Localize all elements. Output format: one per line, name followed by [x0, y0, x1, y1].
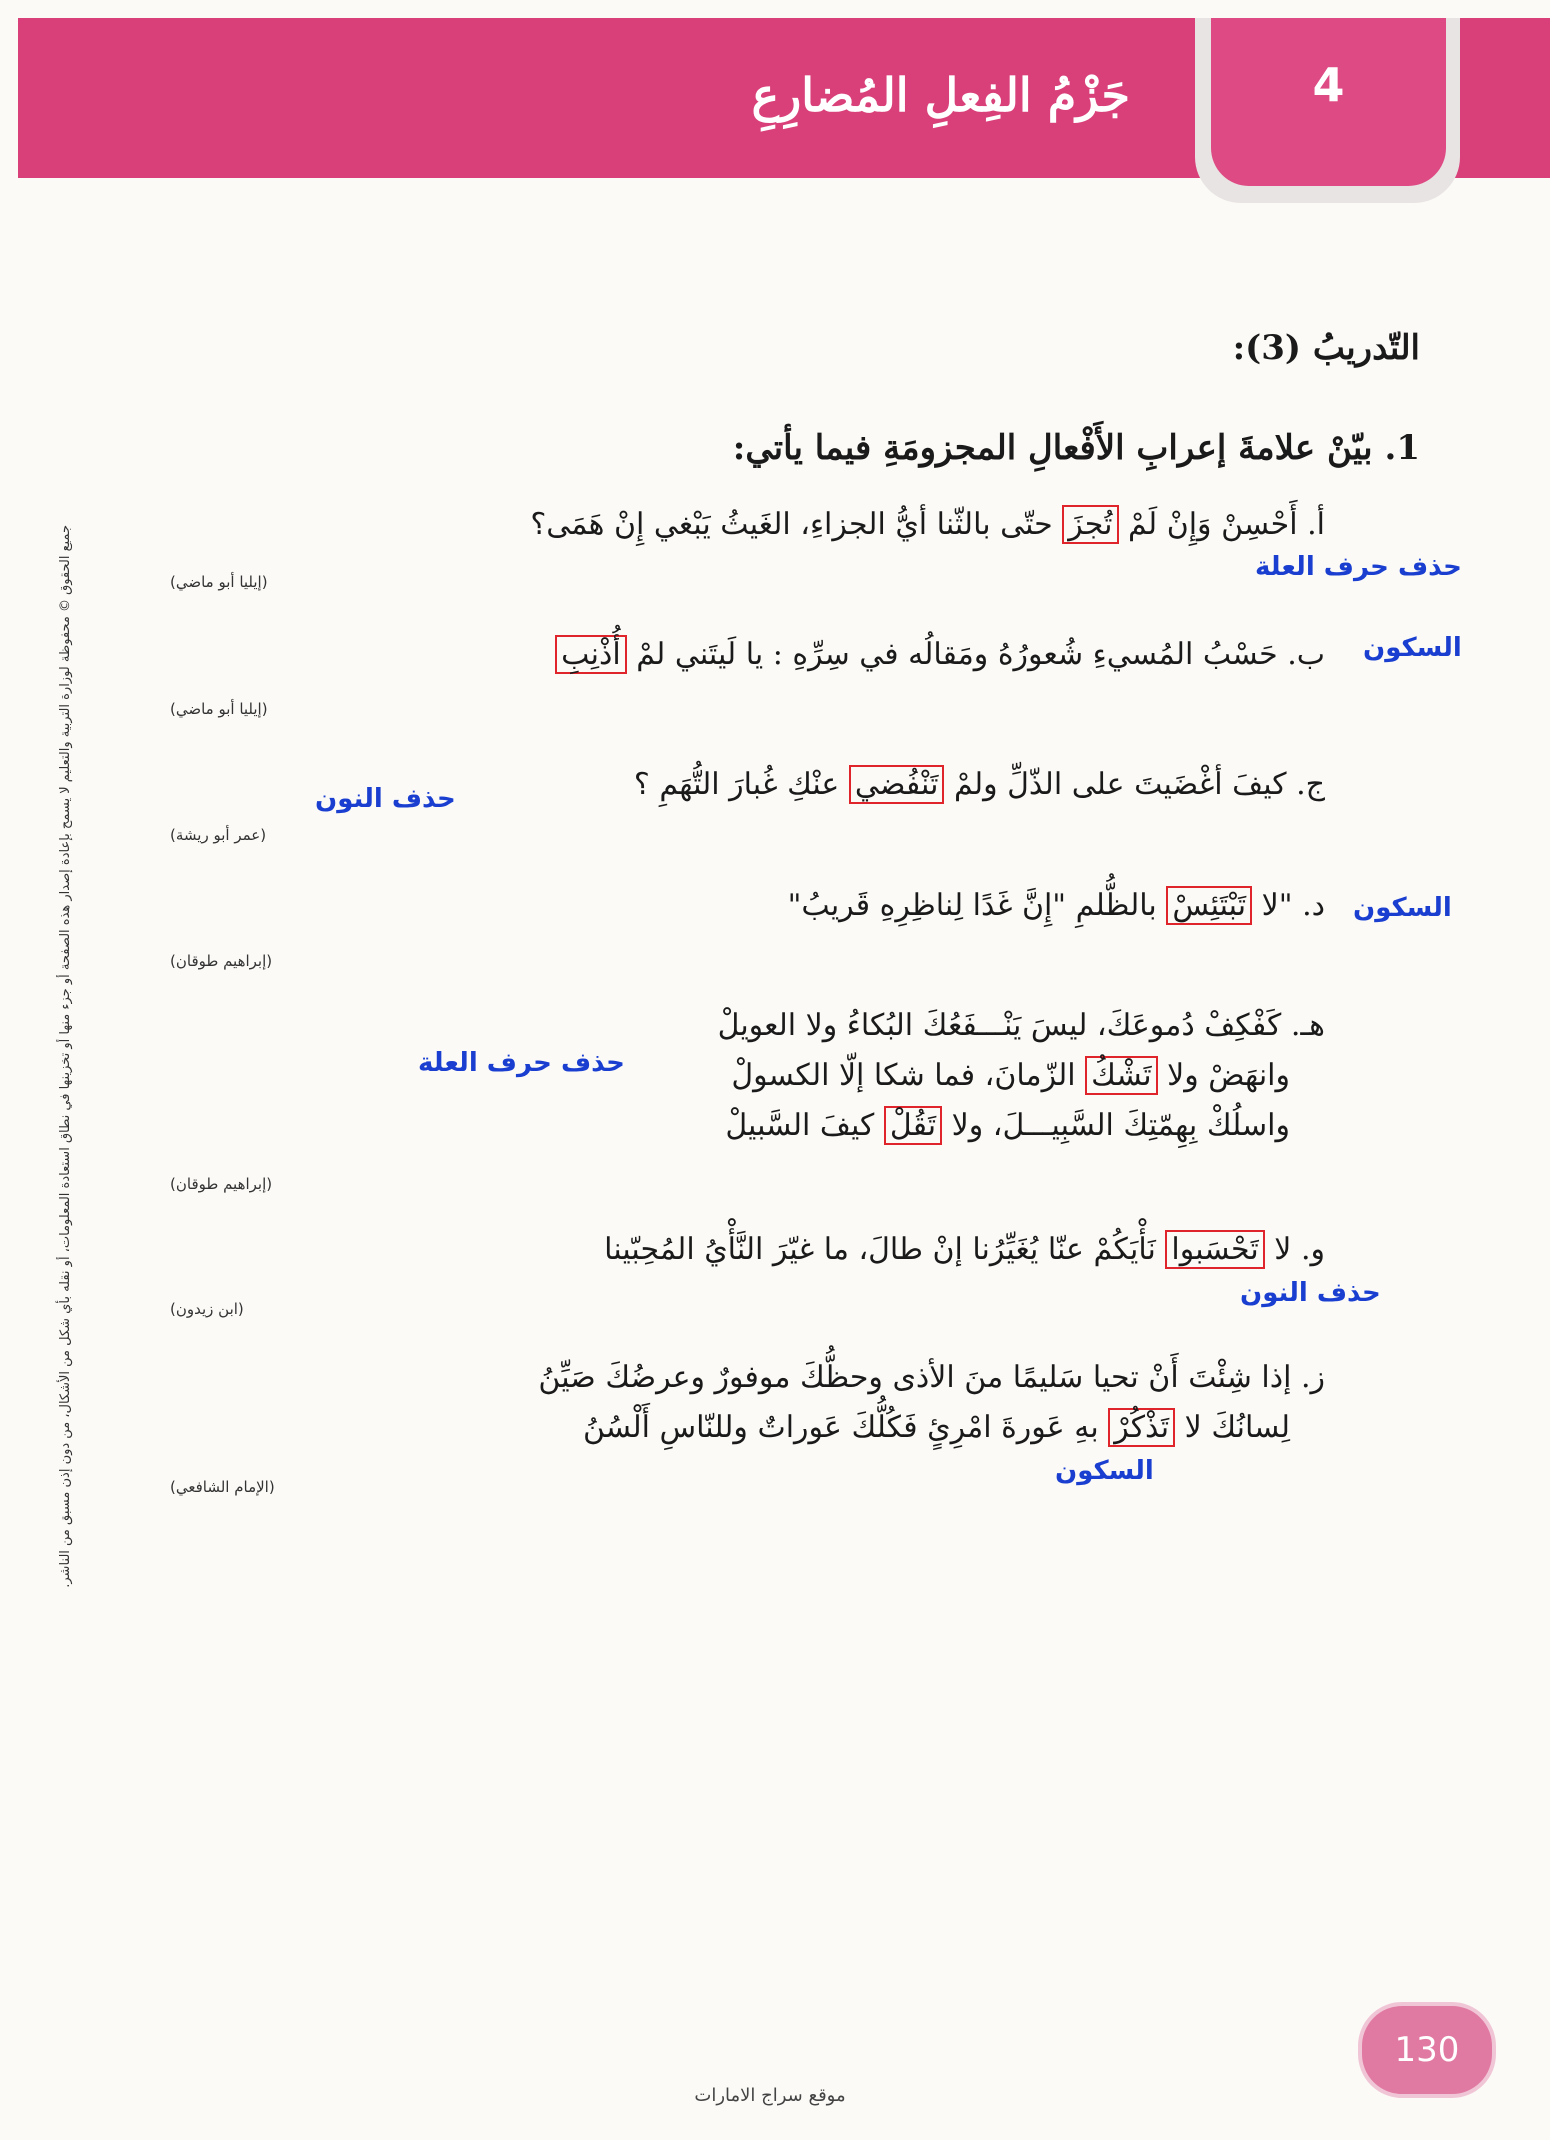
- annotation-item-e: حذف حرف العلة: [418, 1048, 625, 1078]
- verse-item-g-line2: لِسانُكَ لا تَذْكُرْ بهِ عَورةَ امْرِئٍ فَكُلُّكَ عَوراتٌ وللنّاسِ أَلْسُنُ: [582, 1410, 1290, 1445]
- poet-item-b: (إيليا أبو ماضي): [170, 700, 268, 718]
- poet-item-f: (ابن زيدون): [170, 1300, 244, 1318]
- verse-item-a: أ. أَحْسِنْ وَإِنْ لَمْ تُجزَ حتّى بالثّنا أيُّ الجزاءِ، الغَيثُ يَبْغي إِنْ هَمَى؟: [530, 507, 1325, 542]
- item-marker: ب.: [1287, 637, 1325, 672]
- annotation-item-b: السكون: [1363, 633, 1462, 663]
- jussive-verb-box: تَبْتَئِسْ: [1166, 886, 1252, 925]
- poet-item-e: (إبراهيم طوقان): [170, 1175, 273, 1193]
- annotation-item-c: حذف النون: [315, 784, 456, 814]
- verse-item-c: ج. كيفَ أغْضَيتَ على الذّلِّ ولمْ تَنْفُضي عنْكِ غُبارَ التُّهَمِ ؟: [633, 767, 1325, 802]
- annotation-item-a: حذف حرف العلة: [1255, 552, 1462, 582]
- jussive-verb-box: تَشْكُ: [1085, 1056, 1157, 1095]
- poet-item-c: (عمر أبو ريشة): [170, 826, 267, 844]
- item-marker: د.: [1302, 888, 1325, 923]
- lesson-number: 4: [1312, 58, 1345, 112]
- jussive-verb-box: تَذْكُرْ: [1108, 1408, 1175, 1447]
- verse-item-b: ب. حَسْبُ المُسيءِ شُعورُهُ ومَقالُه في سِرِّهِ : يا لَيتَني لمْ أُذْنِبِ: [555, 637, 1325, 672]
- footer-site-name: موقع سراج الامارات: [694, 2085, 846, 2106]
- verse-item-e-line2: وانهَضْ ولا تَشْكُ الزّمانَ، فما شكا إلّا الكسولْ: [731, 1058, 1290, 1093]
- verse-item-e-line1: هـ. كَفْكِفْ دُموعَكَ، ليسَ يَنْـــفَعُكَ البُكاءُ ولا العويلْ: [717, 1008, 1325, 1043]
- jussive-verb-box: تَقُلْ: [884, 1106, 942, 1145]
- poet-item-a: (إيليا أبو ماضي): [170, 573, 268, 591]
- jussive-verb-box: تَنْفُضي: [849, 765, 945, 804]
- poet-item-g: (الإمام الشافعي): [170, 1478, 275, 1496]
- poet-item-d: (إبراهيم طوقان): [170, 952, 273, 970]
- verse-item-e-line3: واسلُكْ بِهِمّتِكَ السَّبِيـــلَ، ولا تَقُلْ كيفَ السَّبيلْ: [725, 1108, 1290, 1143]
- item-marker: أ.: [1307, 507, 1325, 542]
- training-title: التّدريبُ (3):: [1232, 328, 1420, 368]
- item-marker: ج.: [1296, 767, 1325, 802]
- jussive-verb-box: تُجزَ: [1062, 505, 1118, 544]
- jussive-verb-box: تَحْسَبوا: [1165, 1230, 1264, 1269]
- question-text: 1. بيّنْ علامةَ إعرابِ الأَفْعالِ المجزومَةِ فيما يأتي:: [732, 428, 1420, 468]
- annotation-item-f: حذف النون: [1240, 1278, 1381, 1308]
- item-marker: ز.: [1300, 1360, 1325, 1395]
- item-marker: هـ.: [1290, 1008, 1325, 1043]
- verse-item-f: و. لا تَحْسَبوا نَأْيَكُمْ عنّا يُغَيِّرُنا إنْ طالَ، ما غيّرَ النَّأْيُ المُحِبّينا: [604, 1232, 1325, 1267]
- lesson-title: جَزْمُ الفِعلِ المُضارِعِ: [751, 68, 1130, 122]
- jussive-verb-box: أُذْنِبِ: [555, 635, 627, 674]
- page-number: 130: [1358, 2002, 1496, 2098]
- verse-item-g-line1: ز. إذا شِئْتَ أَنْ تحيا سَليمًا منَ الأذى وحظُّكَ موفورٌ وعرضُكَ صَيِّنُ: [538, 1360, 1325, 1395]
- annotation-item-d: السكون: [1353, 893, 1452, 923]
- copyright-notice: جميع الحقوق © محفوظة لوزارة التربية والتعليم لا يسمح بإعادة إصدار هذه الصفحة أو جزء منها أو تخزينها في نطاق استعادة المعلومات، أو نقله بأي شكل من الأشكال، من دون إذن مسبق من الناشر.: [58, 525, 73, 1588]
- annotation-item-g: السكون: [1055, 1456, 1154, 1486]
- item-marker: و.: [1300, 1232, 1325, 1267]
- verse-item-d: د. "لا تَبْتَئِسْ بالظُّلمِ "إِنَّ غَدًا لِناظِرِهِ قَريبُ": [787, 888, 1325, 923]
